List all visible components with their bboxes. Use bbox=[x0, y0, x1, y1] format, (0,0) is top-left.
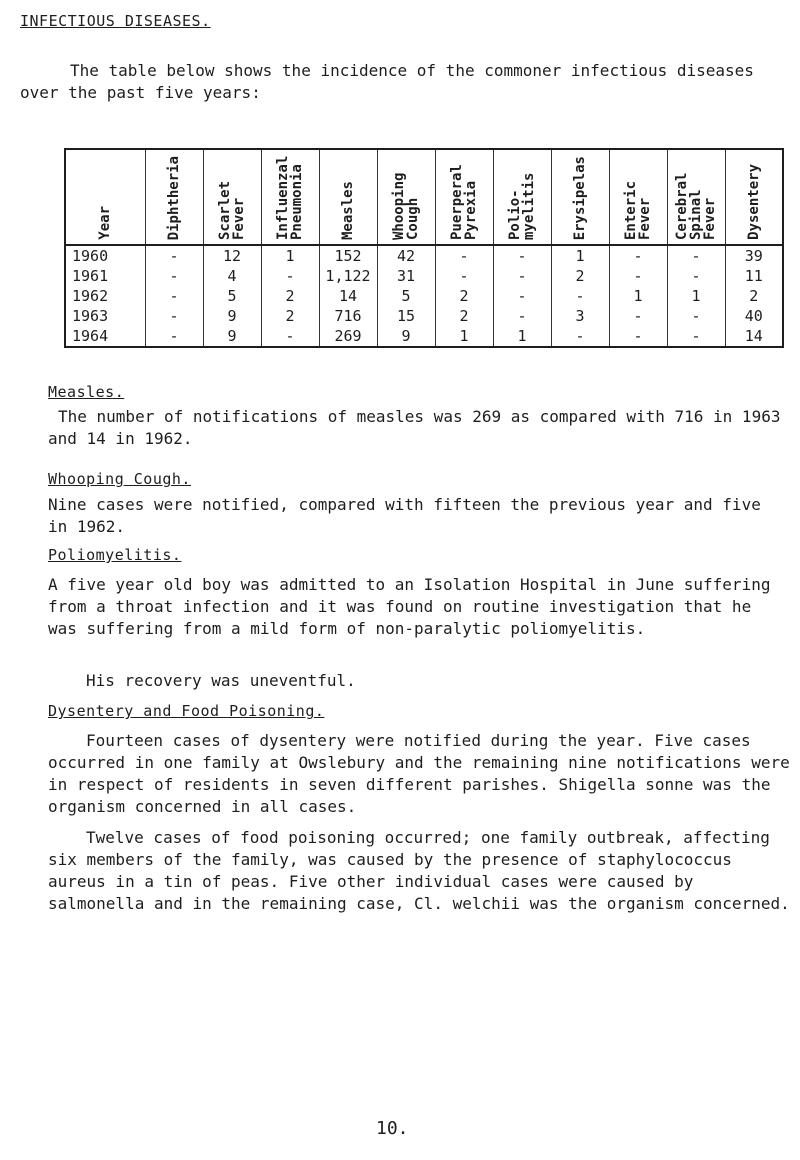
food-poisoning-paragraph: Twelve cases of food poisoning occurred; one family outbreak, affecting six members of the family, was caused by the presence of staphylococcus aureus in a tin of peas. Five other individual cases were caused by salmonella and in the remaining case, Cl. welchii was the organism concerned. bbox=[48, 828, 790, 913]
table-cell: - bbox=[493, 245, 551, 266]
table-cell: - bbox=[435, 245, 493, 266]
table-cell: 40 bbox=[744, 307, 763, 325]
year-cell: 1964 bbox=[65, 326, 145, 347]
table-cell: - bbox=[667, 266, 725, 286]
table-cell: 2 bbox=[435, 286, 493, 306]
whooping-cough-paragraph: Nine cases were notified, compared with fifteen the previous year and five in 1962. bbox=[48, 495, 761, 536]
whooping-cough-heading: Whooping Cough. bbox=[48, 470, 191, 488]
table-cell: 1 bbox=[435, 326, 493, 347]
table-cell: 12 bbox=[203, 245, 261, 266]
table-cell: 2 bbox=[435, 306, 493, 326]
column-header: Scarlet Fever bbox=[203, 149, 261, 245]
column-header: Cerebral Spinal Fever bbox=[667, 149, 725, 245]
table-cell: - bbox=[435, 266, 493, 286]
measles-heading: Measles. bbox=[48, 383, 125, 401]
dysentery-paragraph: Fourteen cases of dysentery were notified during the year. Five cases occurred in one family at Owslebury and the remaining nine notifications were in respect of residents in seven different parishes. Shigella sonne was the organism concerned in all cases. bbox=[48, 731, 790, 816]
table-cell: - bbox=[667, 245, 725, 266]
year-cell: 1960 bbox=[65, 245, 145, 266]
page-title: INFECTIOUS DISEASES. bbox=[20, 12, 211, 30]
table-cell: - bbox=[261, 266, 319, 286]
column-header: Puerperal Pyrexia bbox=[435, 149, 493, 245]
page-number: 10. bbox=[376, 1118, 409, 1139]
table-cell: - bbox=[493, 266, 551, 286]
table-cell: - bbox=[551, 286, 609, 306]
table-cell: 1 bbox=[493, 326, 551, 347]
column-header: Measles bbox=[319, 149, 377, 245]
column-header: Erysipelas bbox=[551, 149, 609, 245]
table-cell: 9 bbox=[203, 326, 261, 347]
table-cell: 2 bbox=[261, 286, 319, 306]
column-header: Influenzal Pneumonia bbox=[261, 149, 319, 245]
table-cell: - bbox=[667, 326, 725, 347]
table-cell: - bbox=[145, 326, 203, 347]
table-cell: - bbox=[493, 286, 551, 306]
table-row bbox=[65, 286, 783, 306]
table-cell: 269 bbox=[319, 326, 377, 347]
table-cell: 4 bbox=[203, 266, 261, 286]
table-cell: 14 bbox=[319, 286, 377, 306]
table-cell: - bbox=[667, 306, 725, 326]
poliomyelitis-paragraph: A five year old boy was admitted to an Isolation Hospital in June suffering from a throat infection and it was found on routine investigation that he was suffering from a mild form of non-paralytic poliomyelitis. bbox=[48, 575, 771, 638]
measles-paragraph: The number of notifications of measles was 269 as compared with 716 in 1963 and 14 in 1962. bbox=[48, 407, 781, 448]
table-cell: 9 bbox=[377, 326, 435, 347]
table-header-row bbox=[65, 149, 783, 245]
incidence-table bbox=[64, 148, 784, 348]
table-cell: 9 bbox=[203, 306, 261, 326]
table-cell: 42 bbox=[377, 245, 435, 266]
column-header: Whooping Cough bbox=[377, 149, 435, 245]
table-cell: 2 bbox=[551, 266, 609, 286]
table-cell: - bbox=[609, 326, 667, 347]
table-cell: - bbox=[493, 306, 551, 326]
table-cell: 1 bbox=[667, 286, 725, 306]
table-cell: - bbox=[551, 326, 609, 347]
poliomyelitis-recovery: His recovery was uneventful. bbox=[86, 671, 356, 690]
table-cell: - bbox=[609, 306, 667, 326]
column-header: Year bbox=[65, 149, 145, 245]
column-header: Dysentery bbox=[725, 149, 783, 245]
intro-paragraph: The table below shows the incidence of the commoner infectious diseases over the past five years: bbox=[20, 61, 754, 102]
table-cell: - bbox=[145, 266, 203, 286]
table-cell: - bbox=[145, 245, 203, 266]
table-cell: - bbox=[609, 245, 667, 266]
year-cell: 1963 bbox=[65, 306, 145, 326]
year-cell: 1962 bbox=[65, 286, 145, 306]
table-cell: 14 bbox=[725, 326, 783, 347]
dysentery-heading: Dysentery and Food Poisoning. bbox=[48, 702, 325, 720]
table-cell: 11 bbox=[744, 267, 763, 285]
column-header: Enteric Fever bbox=[609, 149, 667, 245]
year-cell: 1961 bbox=[65, 266, 145, 286]
table-cell: 2 bbox=[261, 306, 319, 326]
table-cell: 5 bbox=[203, 286, 261, 306]
table-cell: 1 bbox=[609, 286, 667, 306]
table-cell: 1 bbox=[551, 245, 609, 266]
table-cell: - bbox=[261, 326, 319, 347]
table-cell: 31 bbox=[377, 266, 435, 286]
table-row bbox=[65, 245, 783, 266]
table-cell: 2 bbox=[749, 287, 759, 305]
table-cell: 1 bbox=[261, 245, 319, 266]
table-cell: - bbox=[145, 286, 203, 306]
table-cell: 1,122 bbox=[319, 266, 377, 286]
poliomyelitis-heading: Poliomyelitis. bbox=[48, 546, 182, 564]
table-cell: 716 bbox=[319, 306, 377, 326]
table-cell: 5 bbox=[377, 286, 435, 306]
table-row bbox=[65, 266, 783, 286]
table-row bbox=[65, 306, 783, 326]
table-cell: 3 bbox=[551, 306, 609, 326]
table-cell: - bbox=[609, 266, 667, 286]
table-cell: - bbox=[145, 306, 203, 326]
table-cell: 152 bbox=[319, 245, 377, 266]
table-cell: 15 bbox=[377, 306, 435, 326]
column-header: Polio-myelitis bbox=[493, 149, 551, 245]
table-row bbox=[65, 326, 783, 347]
table-cell: 39 bbox=[744, 247, 763, 265]
column-header: Diphtheria bbox=[145, 149, 203, 245]
